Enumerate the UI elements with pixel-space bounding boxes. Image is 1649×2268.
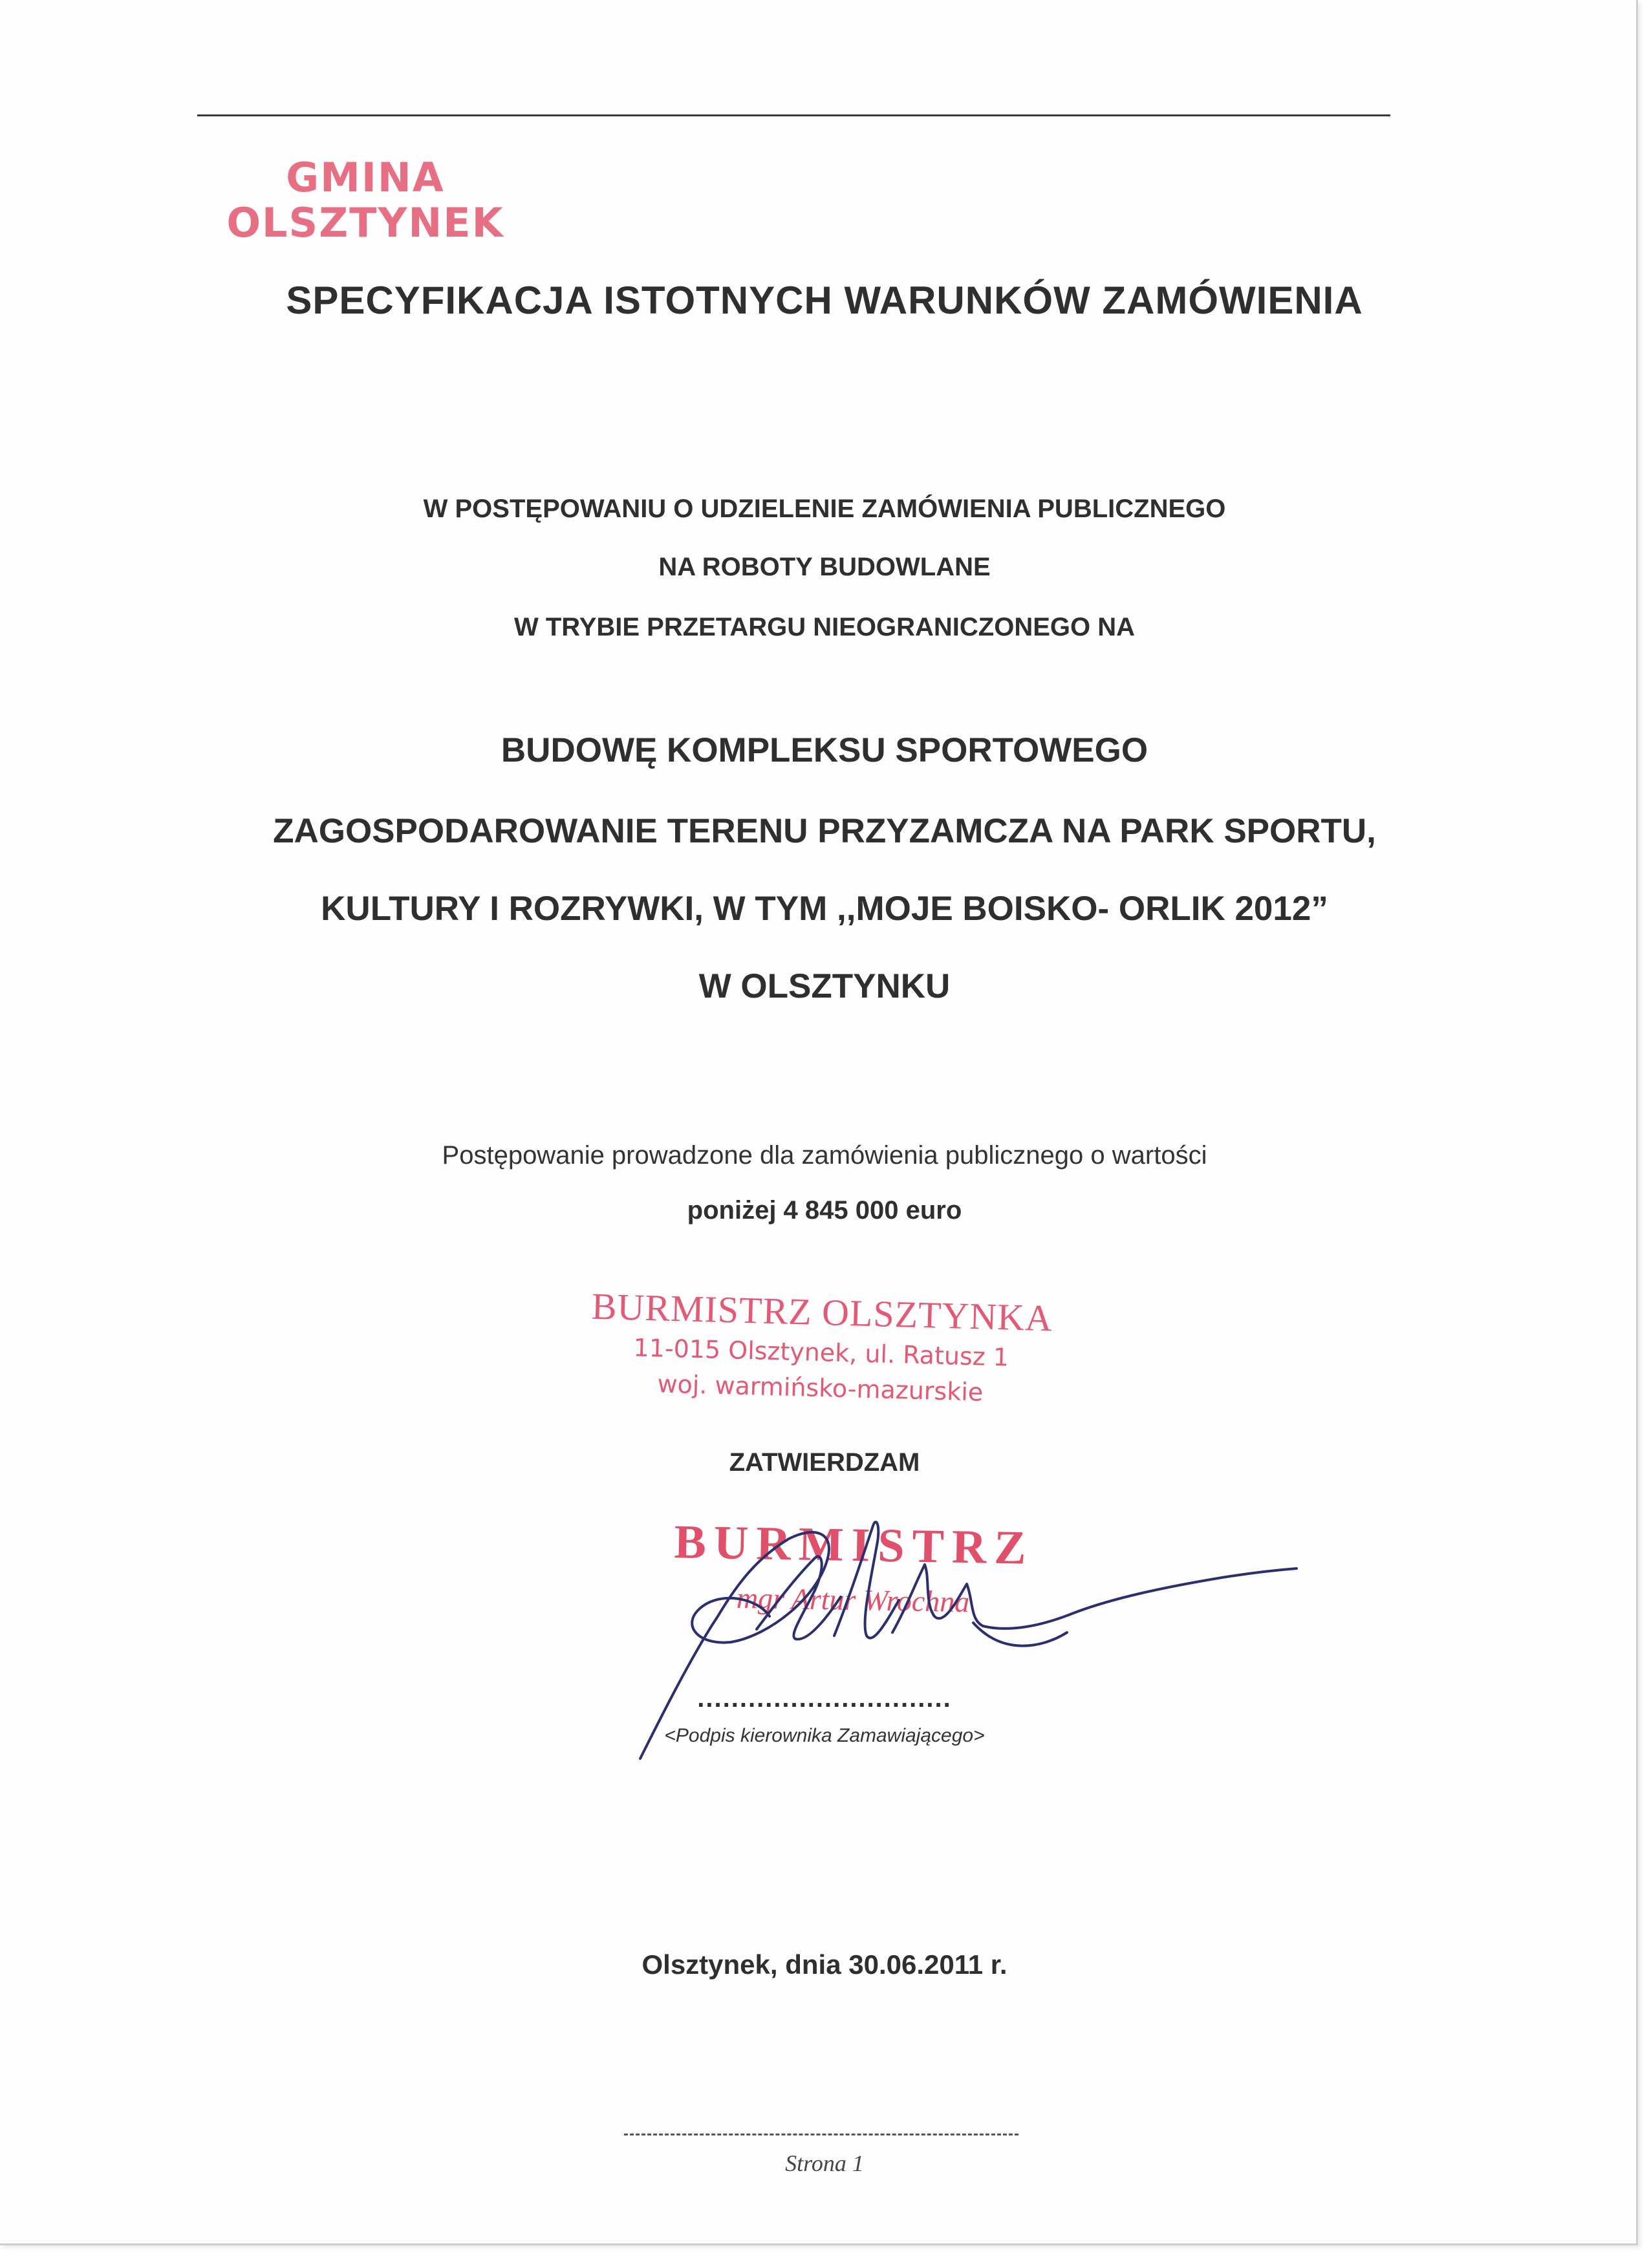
footer-rule bbox=[624, 2134, 1018, 2135]
office-stamp bbox=[555, 1283, 1088, 1413]
subject-line-4: W OLSZTYNKU bbox=[698, 967, 951, 1005]
logo-line-1: GMINA bbox=[286, 154, 445, 201]
procedure-line-1: W POSTĘPOWANIU O UDZIELENIE ZAMÓWIENIA PUBLICZNEGO bbox=[423, 495, 1226, 523]
subject-line-2: ZAGOSPODAROWANIE TERENU PRZYZAMCZA NA PARK SPORTU, bbox=[273, 812, 1376, 850]
procedure-line-3: W TRYBIE PRZETARGU NIEOGRANICZONEGO NA bbox=[514, 613, 1135, 641]
signature-dotted-line: .............................. bbox=[697, 1684, 952, 1713]
office-stamp-line-3: woj. warmińsko-mazurskie bbox=[656, 1369, 984, 1407]
header-rule bbox=[197, 114, 1390, 116]
page-number: Strona 1 bbox=[785, 2150, 864, 2176]
office-stamp-line-1: BURMISTRZ OLSZTYNKA bbox=[591, 1285, 1053, 1340]
subject-line-1: BUDOWĘ KOMPLEKSU SPORTOWEGO bbox=[501, 731, 1148, 769]
mayor-stamp-title: BURMISTRZ bbox=[673, 1515, 1035, 1575]
value-amount: poniżej 4 845 000 euro bbox=[687, 1196, 962, 1225]
office-stamp-line-2: 11-015 Olsztynek, ul. Ratusz 1 bbox=[633, 1333, 1009, 1372]
municipality-logo-stamp bbox=[217, 155, 514, 246]
logo-line-2: OLSZTYNEK bbox=[226, 199, 504, 246]
mayor-stamp-name: mgr Artur Wrochna bbox=[736, 1581, 970, 1619]
subject-line-3: KULTURY I ROZRYWKI, W TYM ,,MOJE BOISKO- ORLIK 2012” bbox=[321, 890, 1328, 928]
document-title: SPECYFIKACJA ISTOTNYCH WARUNKÓW ZAMÓWIENIA bbox=[286, 279, 1363, 322]
place-and-date: Olsztynek, dnia 30.06.2011 r. bbox=[641, 1949, 1008, 1980]
value-description: Postępowanie prowadzone dla zamówienia publicznego o wartości bbox=[442, 1141, 1207, 1170]
procedure-line-2: NA ROBOTY BUDOWLANE bbox=[658, 553, 991, 581]
approval-label: ZATWIERDZAM bbox=[729, 1448, 920, 1477]
signature-caption: <Podpis kierownika Zamawiającego> bbox=[664, 1725, 985, 1746]
